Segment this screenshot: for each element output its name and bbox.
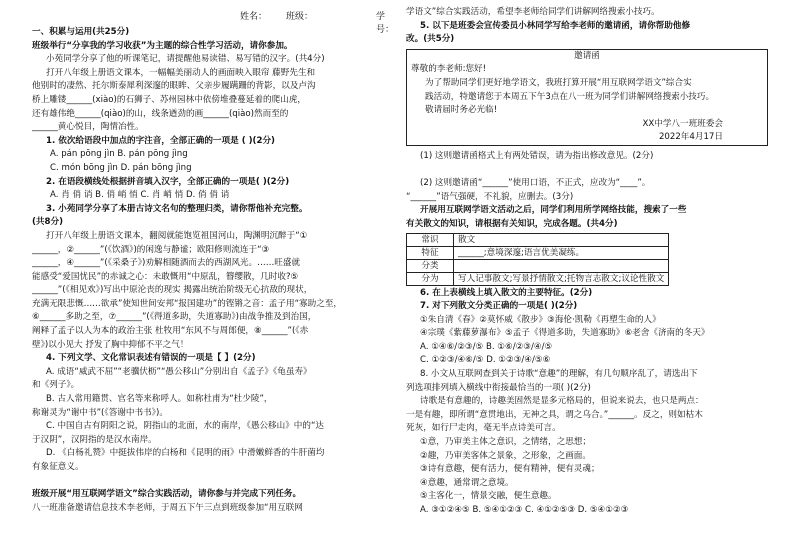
text-line: 列选项排列填入横线中衔接最恰当的一项( )(2分) (406, 382, 591, 393)
table-row-label: 特征 (407, 246, 454, 259)
text-line: A. ①④⑥/②③/⑤ B. ①⑥/②③/④/⑤ (420, 341, 553, 352)
invitation-line: 敬请届时务必光临! (425, 105, 498, 116)
invitation-date: 2022年4月17日 (658, 132, 723, 143)
text-line: 2. 在语段横线处根据拼音填入汉字，全部正确的一项是( )(2分) (46, 176, 290, 187)
text-line (32, 475, 394, 489)
right-column (406, 6, 768, 518)
text-line: 于汉阴”，汉阴指的是汉水南岸。 (32, 434, 157, 445)
table-row-label: 分类 (407, 259, 454, 272)
text-line: 8. 小文从互联网查到关于诗歌“意趣”的理解，有几句顺序乱了，请选出下 (420, 369, 698, 380)
text-line: 打开八年级上册语文课本，一幅幅美丽动人的画面映入眼帘 藤野先生和 (46, 67, 316, 78)
invitation-letter (406, 49, 768, 146)
table-row-value: ______;意境深邃;语言优美凝练。 (454, 246, 669, 259)
text-line: ③诗有意趣，便有活力，便有精神，便有灵魂； (420, 464, 600, 475)
text-line: 改。(共5分) (406, 34, 455, 45)
text-line: 一是有趣，即所谓“意贯地出，无神之具，谓之乌合。”______。反之，则如枯木 (406, 409, 703, 420)
text-line: 他别时的凄然、托尔斯泰犀利深邃的眼眸、父亲步履蹒跚的背影，以及卢沟 (32, 81, 316, 92)
table-row-label: 常识 (407, 233, 454, 246)
invitation-signature: XX中学八一班班委会 (642, 118, 723, 129)
text-line: ______，④______”(《采桑子》)劝解相随酒而去的西湖风光。……旺盛就 (32, 258, 301, 269)
table-row (407, 233, 669, 246)
text-line: 5. 以下是班委会宣传委员小林同学写给李老师的邀请函，请你帮助他修 (420, 20, 691, 31)
text-line: B. 古人常用籍贯、官名等来称呼人。如称杜甫为“杜少陵”， (46, 394, 273, 405)
table-row-value: 散文 (454, 233, 669, 246)
text-line: 还有雄伟绝______(qiào)的山，线条遒劲的画______(qiào)然而至的 (32, 108, 289, 119)
invitation-line: 践活动，特邀请您于本周五下午3点在八一班为同学们讲解网络搜索小技巧。 (425, 91, 715, 102)
text-line: 7. 对下列散文分类正确的一项是( )(2分) (420, 301, 578, 312)
text-line: A. pán pōng jìn B. pán pōng jìng (50, 149, 188, 160)
text-line: 班级开展“用互联网学语文”综合实践活动，请你参与并完成下列任务。 (32, 489, 302, 500)
text-line: D. 《白杨礼赞》中挺拔伟岸的白杨和《昆明的雨》中滑嫩鲜香的牛肝菌均 (46, 448, 325, 459)
text-line: ④意趣，通常谓之意境。 (420, 477, 514, 488)
invitation-line: 尊敬的李老师:您好! (411, 64, 487, 75)
text-line: 阐释了孟子以人为本的政治主张 杜牧用“东风不与周郎便，⑧______”(《赤 (32, 326, 309, 337)
text-line: ⑤主客化一，情景交融，便生意趣。 (420, 491, 557, 502)
text-line: A. ③①②④⑤ B. ⑤④①②③ C. ④①②⑤③ D. ⑤④①②③ (420, 505, 629, 515)
table-row (407, 246, 669, 259)
text-line: (1) 这则邀请函格式上有两处错误，请为指出修改意见。(2分) (420, 150, 654, 161)
text-line: 小苑同学分享了他的听课笔记，请提醒他易读错、易写错的汉字。(共4分) (46, 54, 325, 65)
class-label: 班级： (286, 12, 314, 22)
text-line: 开展用互联网学语文活动之后，同学们利用所学网络技能，搜索了一些 (420, 205, 687, 216)
text-line: 诗歌是有意趣的，诗趣美固然是显多元格局的，但说来说去，也只是两点： (420, 396, 704, 407)
table-row-label: 分为 (407, 272, 454, 285)
text-line: 1. 依次给语段中加点的字注音，全部正确的一项是 ( )(2分) (46, 135, 275, 146)
text-line: 4. 下列文学、文化常识表述有错误的一项是【 】(2分) (46, 353, 256, 364)
text-line: A. 成语“威武不屈”“老骥伏枥”“愚公移山”分别出自《孟子》《龟虽寿》 (46, 366, 312, 377)
text-line: ______”(《相见欢》)写出中原沦丧的现实 揭露出统治阶级无心抗敌的现状， (32, 285, 313, 296)
text-line: 称谢灵为“谢中书”(《答谢中书书》)。 (32, 407, 168, 418)
text-line: C. 中国自古有阴阳之说，阴指山的北面，水的南岸，《愚公移山》中的“达 (46, 421, 325, 432)
text-line: 班级举行“分享我的学习收获”为主题的综合性学习活动，请你参加。 (32, 40, 293, 51)
invitation-line: 为了帮助同学们更好地学语文，我班打算开展“用互联网学语文”综合实 (425, 77, 692, 88)
text-line: ______黄心悦目，陶情冶性。 (32, 122, 144, 133)
table-row (407, 259, 669, 272)
text-line: 充满无限悲慨……欲承”使知世间安邦“报国建功”的铿锵之音：孟子用“寡助之至， (32, 298, 342, 309)
text-line: 和《列子》。 (32, 380, 80, 391)
text-line: 有象征意义。 (32, 462, 84, 472)
left-column (32, 26, 394, 515)
text-line: “______”语气强硬，不礼貌，应删去。(3分) (406, 191, 574, 202)
prose-knowledge-table (406, 233, 669, 286)
text-line: ①意，乃审美主体之意识，之情绪，之思想； (420, 437, 591, 448)
text-line: ④宗璞《紫藤萝瀑布》⑤孟子《得道多助，失道寡助》⑥老舍《济南的冬天》 (420, 328, 710, 339)
text-line: ______，②______”(《饮酒》)的闲逸与静谧；欧阳修则流连于“③ (32, 244, 270, 255)
text-line: C. món bōng jìn D. pán bōng jìng (50, 162, 192, 173)
text-line: 3. 小苑同学分享了本册古诗文名句的整理归类，请你帮他补充完整。 (46, 203, 308, 214)
text-line: ⑥______多助之至，⑦______”(《得道多助，失道寡助》)由战争推及到治国， (32, 312, 317, 323)
id-label: 学号： (376, 12, 395, 35)
text-line: 八一班准备邀请信息技术李老师，于周五下午三点到班级参加“用互联网 (32, 502, 303, 513)
text-line: 打开八年级上册语文课本，翻阅就能饱览祖国河山，陶渊明沉醉于“① (46, 230, 308, 241)
text-line: 壁》)以小见大 抒发了胸中抑郁不平之气！ (32, 339, 189, 350)
text-line: ①朱自清《春》②莫怀威《散步》③海伦·凯勒《再塑生命的人》 (420, 314, 661, 325)
text-line: C. ①②③/④⑥/⑤ D. ①②③/④/⑤⑥ (420, 355, 551, 366)
text-line: 有关散文的知识，请根据有关知识，完成各题。(共4分) (406, 218, 618, 229)
text-line: (2) 这则邀请函“______”使用口语，不正式，应改为“____”。 (420, 178, 651, 189)
table-row-value: 写人记事散文;写景抒情散文;托物言志散文;议论性散文 (454, 272, 669, 285)
table-row (407, 272, 669, 285)
text-line: 死灰，如行尸走肉，毫无半点诗美可言。 (406, 423, 561, 434)
name-label: 姓名： (240, 12, 268, 22)
text-line: 6. 在上表横线上填入散文的主要特征。(2分) (420, 287, 593, 298)
table-row-value (454, 259, 669, 272)
text-line: 桥上雕镂______(xiào)的石狮子、苏州园林中依傍堆叠蔓延着的爬山虎， (32, 94, 306, 105)
text-line: 学语文”综合实践活动，希望李老师给同学们讲解网络搜索小技巧。 (406, 7, 660, 17)
text-line: A. 肖 俏 诮 B. 俏 峭 悄 C. 肖 峭 悄 D. 俏 俏 诮 (50, 190, 230, 201)
text-line: ②趣，乃审美客体之景象，之形象，之画面。 (420, 450, 591, 461)
text-line (406, 164, 768, 178)
text-line: 能感受“爱国忧民”的赤诚之心：未敢慨用“中原乱，簪缨散，几时收?⑤ (32, 271, 299, 282)
invitation-title: 邀请函 (574, 50, 600, 61)
text-line: 一、积累与运用(共25分) (32, 27, 130, 37)
text-line: (共8分) (32, 217, 64, 228)
